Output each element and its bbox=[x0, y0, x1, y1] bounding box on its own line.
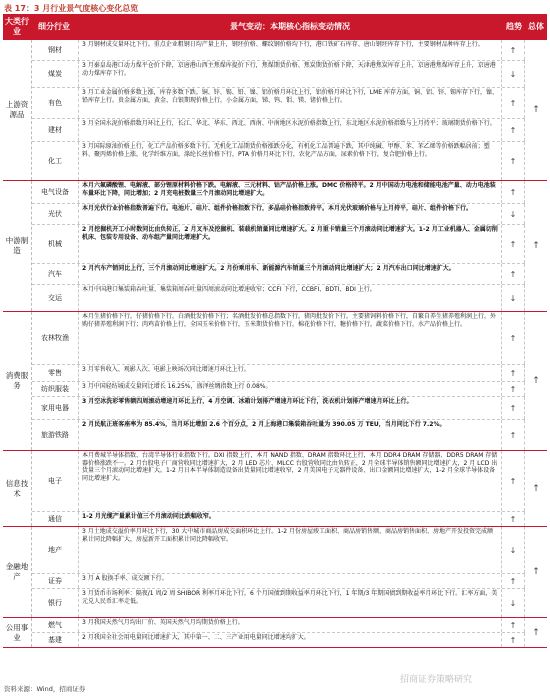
trend-arrow-icon: ↑ bbox=[502, 365, 525, 381]
industry-rows bbox=[32, 181, 525, 311]
change-description: 3 月秦皇岛港口动力煤平仓价下降，京唐港山西主焦煤库提价下行，焦煤期货价格、焦炭期货价格下降，天津港焦炭库存上升，京唐港焦煤库存上升，京唐港动力煤库存下行。 bbox=[79, 61, 502, 87]
table-row bbox=[32, 365, 525, 382]
category-block bbox=[3, 451, 547, 527]
industry-name: 纺织服装 bbox=[32, 382, 79, 396]
overall-arrow-icon: ↑ bbox=[532, 567, 540, 577]
category-label: 上游资源品 bbox=[3, 40, 32, 180]
change-description: 3 月钢材成交量环比下行。重点企业粗钢日均产量上升，钢坯价格、螺纹钢价格均下行，港口铁矿石库存、唐山钢坯库存下行，主要钢材品种库存上行。 bbox=[79, 40, 502, 60]
industry-name: 光伏 bbox=[32, 204, 79, 224]
table-row bbox=[32, 397, 525, 420]
trend-arrow-icon: ↑ bbox=[502, 40, 525, 60]
header-overall: 总体 bbox=[528, 22, 544, 31]
table-row bbox=[32, 142, 525, 180]
trend-arrow-icon: ↑ bbox=[502, 225, 525, 263]
trend-arrow-icon: ↑ bbox=[502, 420, 525, 450]
trend-arrow-icon: ↑ bbox=[502, 451, 525, 511]
trend-arrow-icon: ↑ bbox=[502, 618, 525, 632]
industry-name: 农林牧渔 bbox=[32, 312, 79, 364]
table-row bbox=[32, 633, 525, 647]
change-description: 本月生猪价格下行，仔猪价格下行，白酒批发价格下行；名酒批发价格总指数下行，猪肉批发价下行，主要猪饲料价格下行，自繁自养生猪养殖利润上行，外购仔猪养殖利润下行；肉鸡苗价格上行，全国玉米价格下行，玉米期货价格下行，棉花价格下行，糖价格下行，蔬菜价格下行，水产品价格上行。 bbox=[79, 312, 502, 364]
trend-arrow-icon: ↑ bbox=[502, 382, 525, 396]
overall-arrow-icon: ↑ bbox=[532, 483, 540, 494]
change-description: 3 月国际原油价格上行，化工产品价格多数下行。无机化工品期货价格涨跌分化，有机化工品普遍下跌，其中纯碱、甲醇、苯、苯乙烯等价格跌幅居前；塑料、聚丙烯价格上涨，化学纤维方面，涤纶长丝价格下行，PTA 价格月环比下行，农化产品方面，尿素价格下行，复合肥价格上行。 bbox=[79, 142, 502, 180]
table-row bbox=[32, 420, 525, 450]
trend-arrow-icon: ↓ bbox=[502, 61, 525, 87]
trend-arrow-icon: ↑ bbox=[502, 181, 525, 203]
change-description: 3 月全国水泥价格指数月环比上行，长江、华北、华东、西北、西南、中南地区水泥价格指数上行，东北地区水泥价格指数与上月持平；玻璃期货价格下行。 bbox=[79, 119, 502, 141]
industry-name: 电子 bbox=[32, 451, 79, 511]
category-label: 消费服务 bbox=[3, 312, 32, 450]
trend-arrow-icon: ↓ bbox=[502, 204, 525, 224]
change-description: 3 月 A 股换手率、成交额下行。 bbox=[79, 574, 502, 588]
industry-name: 建材 bbox=[32, 119, 79, 141]
trend-arrow-icon: ↑ bbox=[502, 264, 525, 284]
table-row bbox=[32, 40, 525, 61]
table-row bbox=[32, 264, 525, 285]
change-description: 本月中国港口集装箱吞吐量、集装箱周吞吐量四周滚动同比增速收窄；CCFI 下行，CCBFI、BDTI、BDI 上行。 bbox=[79, 285, 502, 311]
table-row bbox=[32, 589, 525, 617]
change-description: 2 月我国全社会用电量同比增速扩大，其中第一、二、三产业用电量同比增速均扩大。 bbox=[79, 633, 502, 647]
change-description: 1-2 月光缆产量累计值三个月滚动同比跌幅收窄。 bbox=[79, 512, 502, 526]
category-block bbox=[3, 40, 547, 181]
trend-arrow-icon: ↓ bbox=[502, 589, 525, 617]
change-description: 本月费城半导体指数、台湾半导体行业指数下行。DXI 指数上行，本月 NAND 指数、DRAM 指数环比上行，本月 DDR4 DRAM 存储器、DDR5 DRAM 存储器价格涨跌不一。2 月台股电子厂商营收同比增速扩大，2 月 LED 芯片、MLCC 台股营收同比由负转正，2 月全球半导体销售额同比增速扩大，2 月 LCD 出货量三个月滚动同比增速扩大。1-2 月日本半导体制造设备出货量同比增速收窄，2 月美国电子元器件设备、出口金额同比增速扩大，1-2 月全球半导体设备同比增速扩大。 bbox=[79, 451, 502, 511]
industry-rows bbox=[32, 40, 525, 180]
change-description: 3 月我国天然气月均出厂价、英国天然气月均期货价格上行。 bbox=[79, 618, 502, 632]
industry-name: 基建 bbox=[32, 633, 79, 647]
industry-rows bbox=[32, 527, 525, 617]
industry-name: 汽车 bbox=[32, 264, 79, 284]
change-description: 3 月中国轻纺城成交量同比增长 16.25%，盛泽丝绸指数上行 0.08%。 bbox=[79, 382, 502, 396]
change-description: 3 月货币市场利率：隔夜/1 周/2 周 SHIBOR 利率月环比下行，6 个月国债到期收益率月环比下行，1 年期/3 年期国债到期收益率月环比下行。汇率方面，美元兑人民币汇率走低。 bbox=[79, 589, 502, 617]
table-row bbox=[32, 225, 525, 264]
change-description: 3 月土地成交溢价率月环比下行，30 大中城市商品房成交面积环比上行。1-2 月份房屋竣工面积、商品房销售额、商品房销售面积、房地产开发投资完成额累计同比降幅扩大，房屋新开工面积累计同比降幅收窄。 bbox=[79, 527, 502, 573]
industry-name: 有色 bbox=[32, 88, 79, 118]
industry-name: 钢材 bbox=[32, 40, 79, 60]
category-label: 中游制造 bbox=[3, 181, 32, 311]
change-description: 本月光伏行业价格指数普遍下行。电池片、硅片、组件价格指数下行，多晶硅价格指数持平。本月光伏玻璃价格与上月持平，硅片、组件价格下行。 bbox=[79, 204, 502, 224]
header-industry: 细分行业 bbox=[38, 22, 70, 31]
trend-arrow-icon: ↑ bbox=[502, 574, 525, 588]
trend-arrow-icon: ↑ bbox=[502, 397, 525, 419]
category-label: 金融地产 bbox=[3, 527, 32, 617]
category-label: 公用事业 bbox=[3, 618, 32, 647]
industry-name: 旅游铁路 bbox=[32, 420, 79, 450]
industry-name: 家用电器 bbox=[32, 397, 79, 419]
trend-arrow-icon: ↓ bbox=[502, 527, 525, 573]
table-row bbox=[32, 204, 525, 225]
category-block bbox=[3, 312, 547, 451]
table-row bbox=[32, 574, 525, 589]
category-block bbox=[3, 181, 547, 312]
table-row bbox=[32, 512, 525, 526]
industry-rows bbox=[32, 618, 525, 647]
change-description: 本月六氟磷酸锂、电解液、部分锂原材料价格下跌。电解液、三元材料、钴产品价格上涨。DMC 价格持平。2 月中国动力电池和储能电池产量、动力电池装车量环比下降，同比增加；2 月充电桩数量三个月滚动同比增速扩大。 bbox=[79, 181, 502, 203]
table-row bbox=[32, 312, 525, 365]
source-note: 资料来源：Wind，招商证券 bbox=[4, 685, 86, 693]
category-label: 信息技术 bbox=[3, 451, 32, 526]
header-description: 景气变动：本期核心指标变动情况 bbox=[230, 22, 350, 31]
industry-name: 机械 bbox=[32, 225, 79, 263]
change-description: 3 月工业金属价格多数上涨，库存多数下跌。铜、锌、锡、铅、镍、铝价格月环比上行，铝价格月环比下行，LME 库存方面，铜、铝、锌、锡库存下行，镍、铅库存上行。贵金属方面，黄金、白银期现价格上行，小金属方面，锑、钨、钼、镁、锗价格上行。 bbox=[79, 88, 502, 118]
industry-name: 燃气 bbox=[32, 618, 79, 632]
table-row bbox=[32, 119, 525, 142]
table-row bbox=[32, 451, 525, 512]
change-description: 3 月空冰洗彩零售额四周滚动增速月环比上行，4 月空调、冰箱计划排产增速月环比下行，洗衣机计划排产增速月环比上行。 bbox=[79, 397, 502, 419]
industry-name: 电气设备 bbox=[32, 181, 79, 203]
industry-table bbox=[3, 14, 547, 648]
industry-name: 化工 bbox=[32, 142, 79, 180]
industry-rows bbox=[32, 451, 525, 526]
category-block bbox=[3, 618, 547, 648]
trend-arrow-icon: ↑ bbox=[502, 633, 525, 647]
trend-arrow-icon: ↓ bbox=[502, 285, 525, 311]
overall-arrow-icon: ↑ bbox=[532, 105, 540, 115]
table-body bbox=[3, 40, 547, 648]
trend-arrow-icon: ↑ bbox=[502, 312, 525, 364]
industry-name: 交运 bbox=[32, 285, 79, 311]
trend-arrow-icon: ↑ bbox=[502, 512, 525, 526]
change-description: 3 月零售收入、观影人次、电影上映场次同比增速月环比上行。 bbox=[79, 365, 502, 381]
table-row bbox=[32, 285, 525, 311]
table-row bbox=[32, 88, 525, 119]
industry-name: 零售 bbox=[32, 365, 79, 381]
industry-rows bbox=[32, 312, 525, 450]
table-row bbox=[32, 181, 525, 204]
category-block bbox=[3, 527, 547, 618]
industry-name: 银行 bbox=[32, 589, 79, 617]
table-title: 表 17：3 月行业景气度核心变化总览 bbox=[4, 4, 139, 13]
change-description: 2 月汽车产销同比上行，三个月滚动同比增速扩大。2 月份乘用车、新能源汽车销量三个月滚动同比增速扩大；2 月汽车出口同比增速扩大。 bbox=[79, 264, 502, 284]
header-category: 大类行业 bbox=[5, 17, 29, 36]
table-header bbox=[3, 14, 547, 40]
overall-arrow-icon: ↑ bbox=[532, 376, 540, 386]
trend-arrow-icon: ↑ bbox=[502, 88, 525, 118]
change-description: 2 月挖掘机开工小时数同比由负转正，2 月叉车及挖掘机、装载机销量同比增速扩大。2 月重卡销量三个月滚动同比增速扩大。1-2 月工业机器人、金属切削机床、包装专用设备、动车组产量同比增速扩大。 bbox=[79, 225, 502, 263]
table-row bbox=[32, 382, 525, 397]
overall-arrow-icon: ↑ bbox=[532, 241, 540, 251]
industry-name: 煤炭 bbox=[32, 61, 79, 87]
overall-arrow-icon: ↑ bbox=[532, 627, 540, 638]
change-description: 2 月民航正班客座率为 85.4%，当月环比增加 2.6 个百分点，2 月上海港口集装箱吞吐量为 390.05 万 TEU，当月同比下行 7.2%。 bbox=[79, 420, 502, 450]
industry-name: 通信 bbox=[32, 512, 79, 526]
industry-name: 地产 bbox=[32, 527, 79, 573]
industry-name: 证券 bbox=[32, 574, 79, 588]
watermark: 招商证券策略研究 bbox=[400, 675, 473, 685]
trend-arrow-icon: ↑ bbox=[502, 119, 525, 141]
table-row bbox=[32, 527, 525, 574]
header-trend: 趋势 bbox=[506, 22, 522, 31]
table-row bbox=[32, 618, 525, 633]
trend-arrow-icon: ↑ bbox=[502, 142, 525, 180]
table-row bbox=[32, 61, 525, 88]
